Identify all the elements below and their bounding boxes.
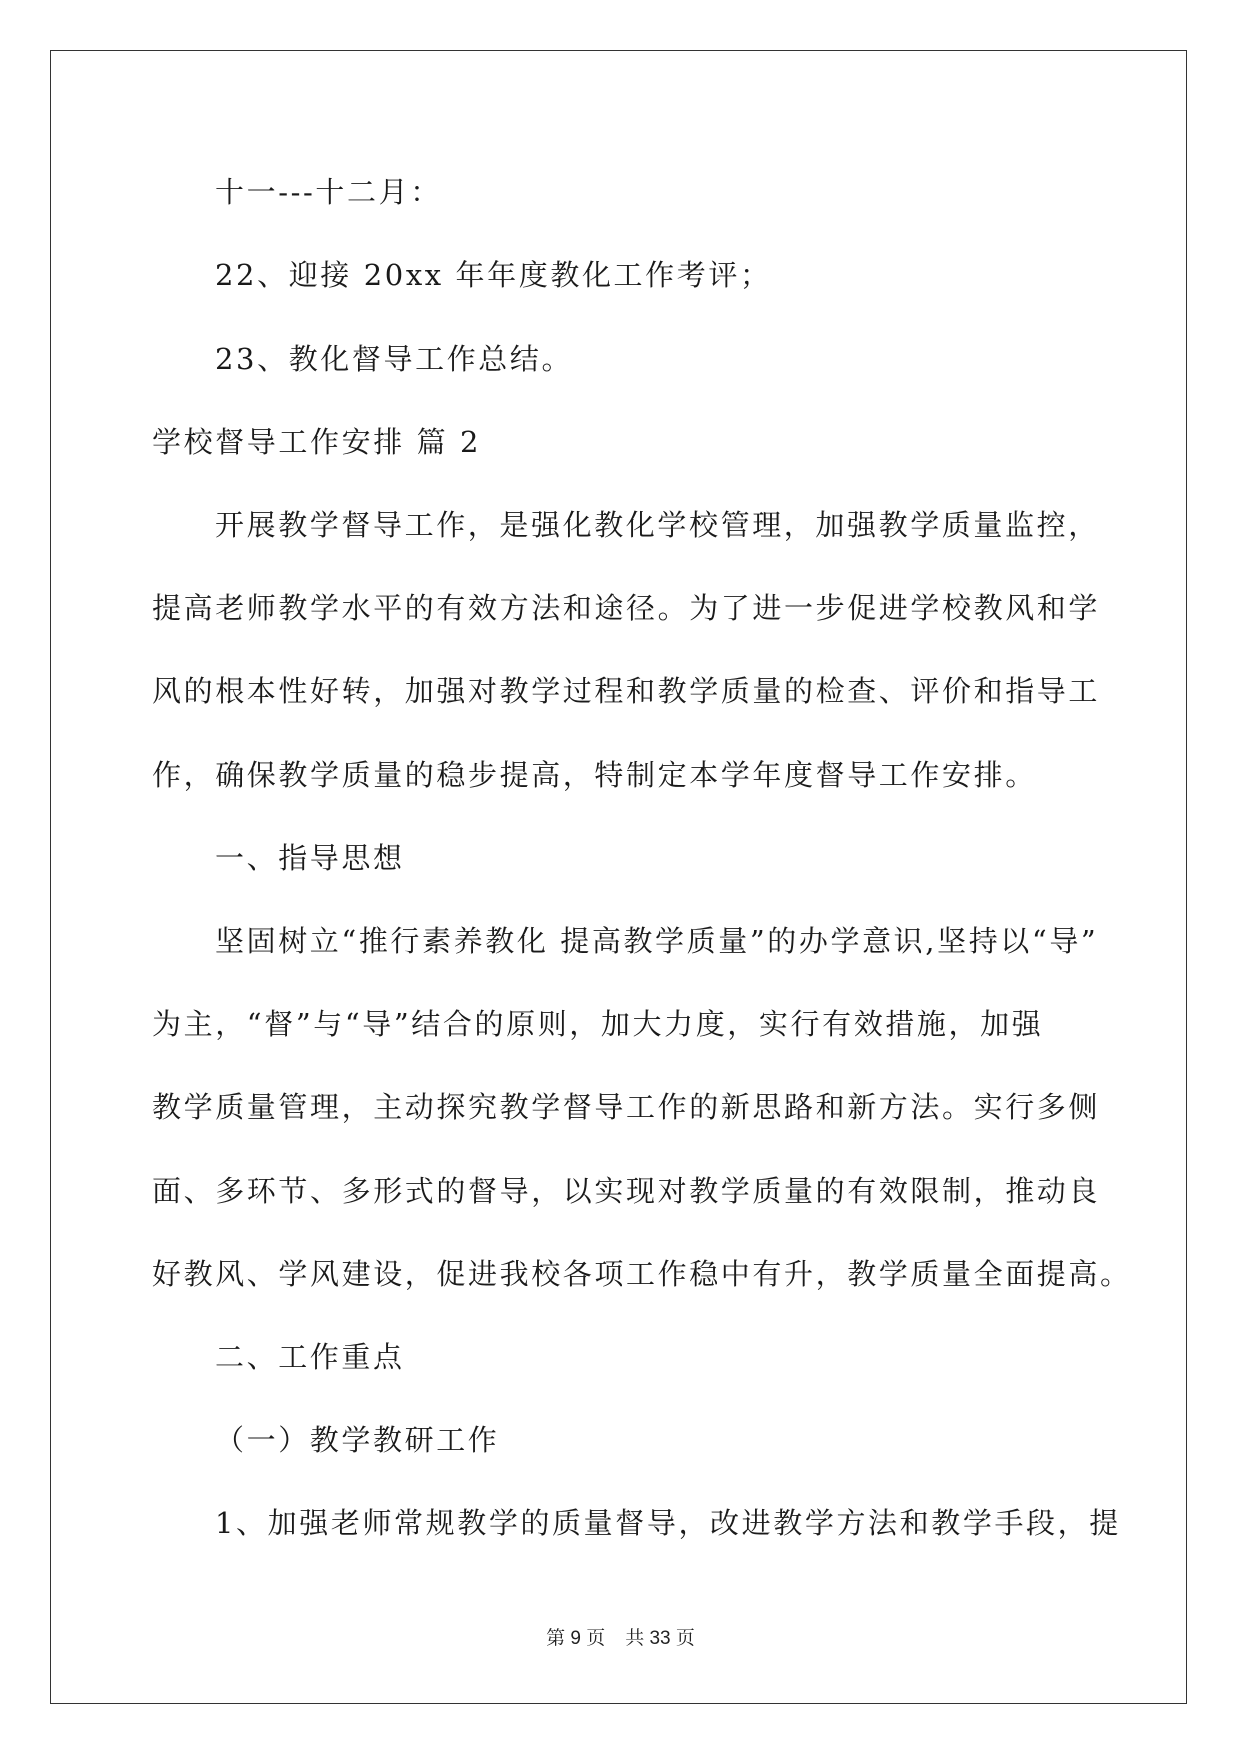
subheading: 一、指导思想 [215, 841, 405, 875]
subheading: （一）教学教研工作 [215, 1423, 500, 1457]
text-line: 23、教化督导工作总结。 [215, 342, 574, 376]
text-line: 风的根本性好转，加强对教学过程和教学质量的检查、评价和指导工 [152, 674, 1101, 708]
text-line: 作，确保教学质量的稳步提高，特制定本学年度督导工作安排。 [152, 758, 1037, 792]
subheading: 二、工作重点 [215, 1340, 405, 1374]
text-line: 十一---十二月： [215, 175, 442, 209]
text-line: 22、迎接 20xx 年年度教化工作考评； [215, 258, 772, 292]
text-line: 教学质量管理，主动探究教学督导工作的新思路和新方法。实行多侧 [152, 1090, 1101, 1124]
text-line: 提高老师教学水平的有效方法和途径。为了进一步促进学校教风和学 [152, 591, 1101, 625]
text-line: 面、多环节、多形式的督导，以实现对教学质量的有效限制，推动良 [152, 1174, 1101, 1208]
section-heading: 学校督导工作安排 篇 2 [152, 425, 482, 459]
page-number: 第 9 页 [546, 1628, 606, 1649]
page-total: 共 33 页 [625, 1628, 695, 1649]
page-footer [0, 1623, 1241, 1650]
text-line: 1、加强老师常规教学的质量督导，改进教学方法和教学手段，提 [215, 1506, 1121, 1540]
text-line: 开展教学督导工作，是强化教化学校管理，加强教学质量监控， [215, 508, 1100, 542]
text-line: 好教风、学风建设，促进我校各项工作稳中有升，教学质量全面提高。 [152, 1257, 1132, 1291]
text-line: 坚固树立“推行素养教化 提高教学质量”的办学意识,坚持以“导” [215, 924, 1099, 958]
text-line: 为主，“督”与“导”结合的原则，加大力度，实行有效措施，加强 [152, 1007, 1044, 1041]
